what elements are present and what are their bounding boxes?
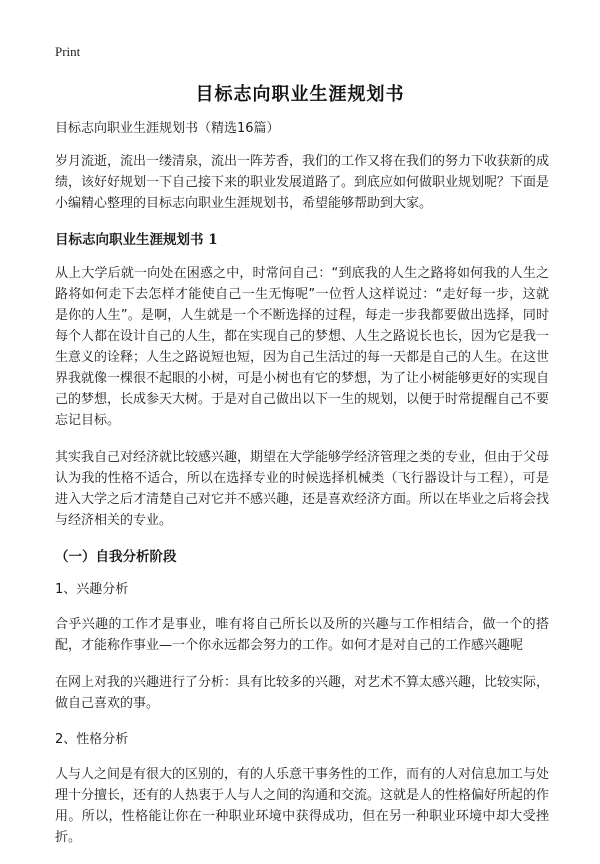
paragraph-4: 在网上对我的兴趣进行了分析：具有比较多的兴趣，对艺术不算太感兴趣，比较实际，做自己喜欢的事。 bbox=[55, 675, 550, 711]
paragraph-3: 合乎兴趣的工作才是事业，唯有将自己所长以及所的兴趣与工作相结合，做一个的搭配，才能称作事业—一个你永远都会努力的工作。如何才是对自己的工作感兴趣呢 bbox=[55, 617, 549, 653]
section-heading: 目标志向职业生涯规划书 1 bbox=[55, 232, 218, 248]
intro-paragraph: 岁月流逝，流出一缕清泉，流出一阵芳香，我们的工作又将在我们的努力下收获新的成绩，该好好规划一下自己接下来的职业发展道路了。到底应如何做职业规划呢？下面是小编精心整理的目标志向职业生涯规划书，希望能够帮助到大家。 bbox=[55, 154, 550, 211]
document-subtitle: 目标志向职业生涯规划书（精选16篇） bbox=[55, 121, 280, 136]
subsection-heading: （一）自我分析阶段 bbox=[55, 549, 177, 565]
item-heading-personality: 2、性格分析 bbox=[55, 732, 129, 747]
print-link[interactable]: Print bbox=[55, 44, 81, 59]
paragraph-1: 从上大学后就一向处在困惑之中，时常问自己：“到底我的人生之路将如何我的人生之路将如何走下去怎样才能使自己一生无悔呢”一位哲人这样说过：“走好每一步，这就是你的人生”。是啊，人生就是一个不断选择的过程，每走一步我都要做出选择，同时每个人都在设计自己的人生，都在实现自己的梦想、人生之路说长也长，因为它是我一生意义的诠释；人生之路说短也短，因为自己生活过的每一天都是自己的人生。在这世界我就像一棵很不起眼的小树，可是小树也有它的梦想，为了让小树能够更好的实现自己的梦想，长成参天大树。于是对自己做出以下一生的规划，以便于时常提醒自己不要忘记目标。 bbox=[55, 266, 550, 428]
item-heading-interest: 1、兴趣分析 bbox=[55, 582, 129, 597]
document-body bbox=[55, 118, 549, 864]
paragraph-5: 人与人之间是有很大的区别的，有的人乐意干事务性的工作，而有的人对信息加工与处理十分擅长，还有的人热衷于人与人之间的沟通和交流。这就是人的性格偏好所起的作用。所以，性格能让你在一种职业环境中获得成功，但在另一种职业环境中却大受挫折。 bbox=[55, 767, 550, 845]
page-title: 目标志向职业生涯规划书 bbox=[195, 84, 405, 105]
paragraph-2: 其实我自己对经济就比较感兴趣，期望在大学能够学经济管理之类的专业，但由于父母认为我的性格不适合，所以在选择专业的时候选择机械类（飞行器设计与工程），可是进入大学之后才清楚自己对它并不感兴趣，还是喜欢经济方面。所以在毕业之后将会找与经济相关的专业。 bbox=[55, 450, 550, 528]
